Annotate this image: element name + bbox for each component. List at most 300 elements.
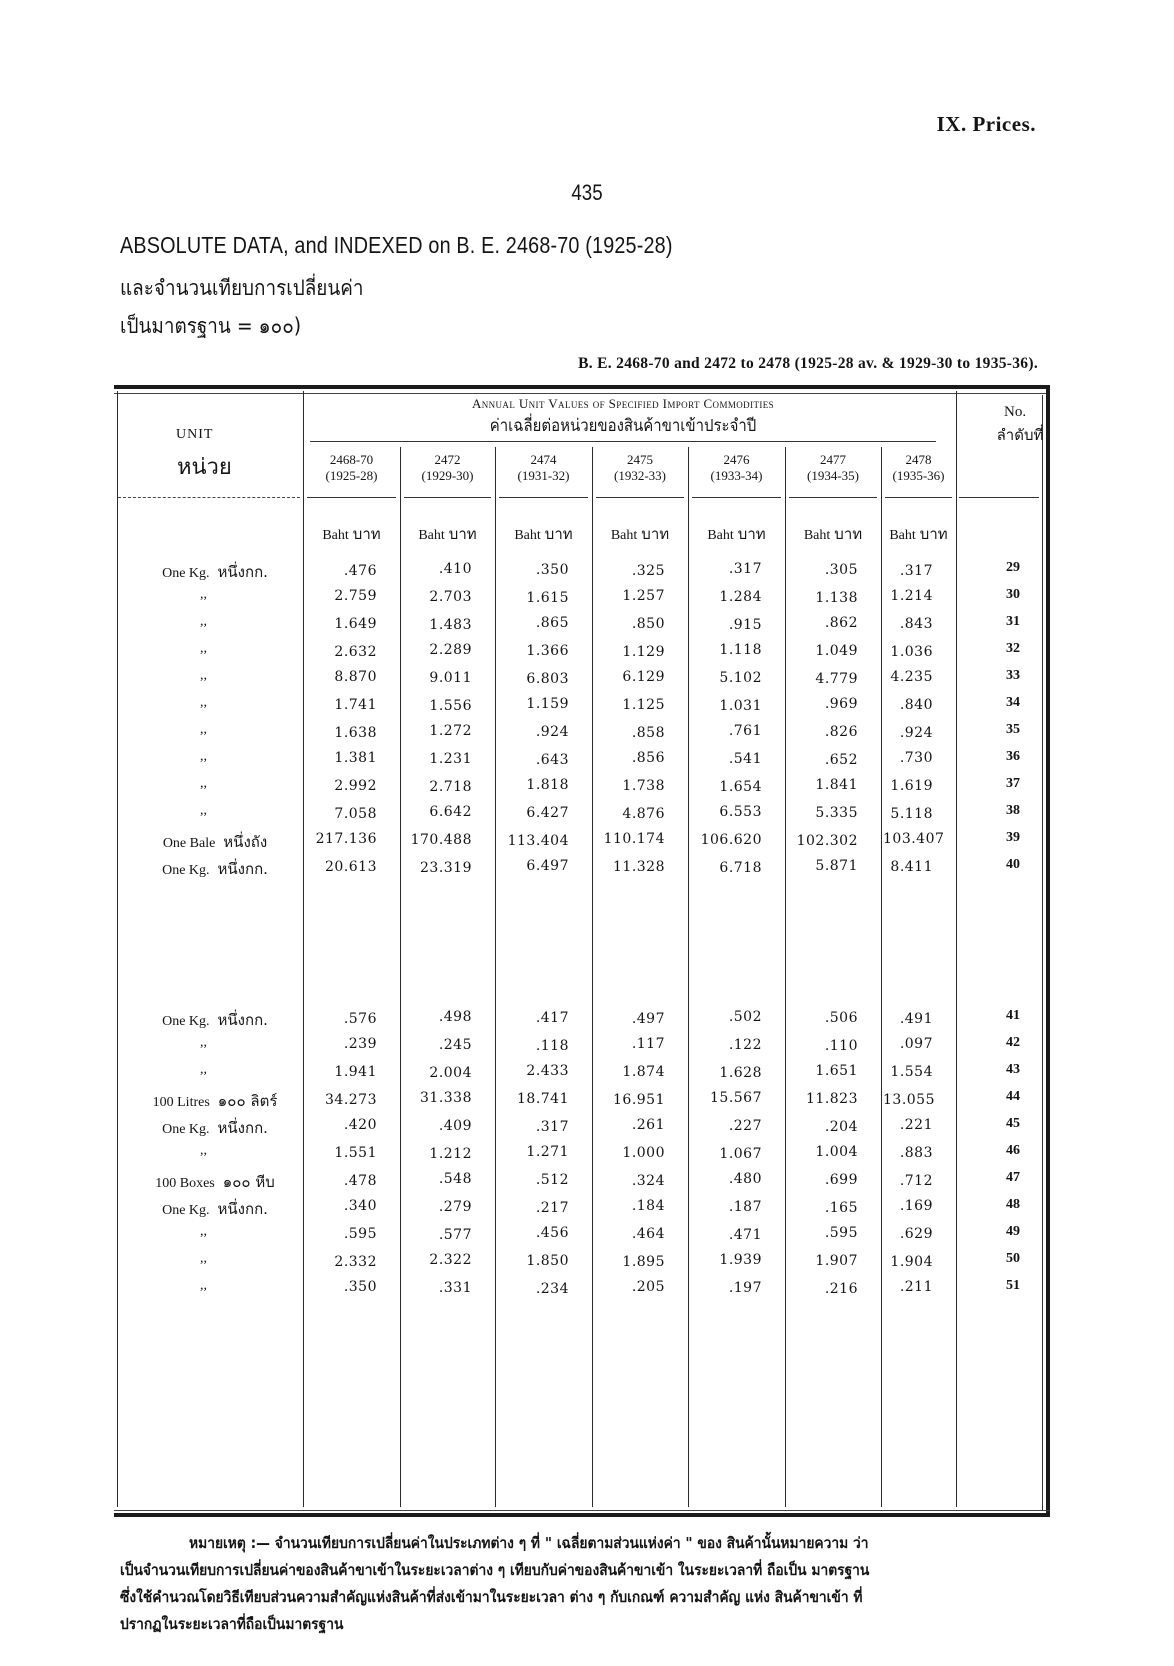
- table-row: [0, 803, 1174, 830]
- value-cell: .118: [535, 1038, 569, 1054]
- value-cell: .227: [728, 1118, 762, 1134]
- value-cell: .502: [728, 1009, 762, 1025]
- year-ad: (1929-30): [421, 468, 474, 483]
- value-cell: 5.335: [815, 805, 858, 821]
- year-column-header: [495, 452, 592, 484]
- value-cell: .204: [824, 1119, 858, 1135]
- page-title: ABSOLUTE DATA, and INDEXED on B. E. 2468-70 (1925-28): [120, 232, 673, 258]
- table-border-right: [1046, 389, 1050, 1517]
- value-cell: 1.939: [719, 1252, 762, 1268]
- currency-en: Baht: [803, 528, 831, 543]
- value-cell: .858: [631, 725, 665, 741]
- value-cell: 8.870: [334, 669, 377, 685]
- currency-label: [881, 522, 956, 546]
- year-ad: (1933-34): [710, 468, 763, 483]
- value-cell: 1.628: [719, 1065, 762, 1081]
- value-cell: 8.411: [890, 859, 933, 875]
- unit-en: 100 Boxes: [155, 1176, 215, 1191]
- value-cell: .184: [631, 1198, 665, 1214]
- value-cell: .595: [343, 1226, 377, 1242]
- value-cell: 1.212: [429, 1146, 472, 1162]
- row-number: 35: [1006, 722, 1020, 737]
- value-cell: 1.654: [719, 779, 762, 795]
- value-cell: 34.273: [325, 1092, 377, 1108]
- value-cell: 1.741: [334, 697, 377, 713]
- period-subtitle: B. E. 2468-70 and 2472 to 2478 (1925-28 av. & 1929-30 to 1935-36).: [578, 355, 1038, 372]
- row-number: 30: [1006, 587, 1020, 602]
- no-header-thai: ลำดับที่: [996, 426, 1044, 444]
- value-cell: 11.328: [613, 859, 665, 875]
- value-cell: .417: [535, 1010, 569, 1026]
- value-cell: 6.642: [429, 804, 472, 820]
- unit-en: One Kg.: [162, 566, 210, 581]
- currency-label: [495, 522, 592, 546]
- year-be: 2474: [530, 452, 557, 467]
- value-cell: 1.004: [815, 1144, 858, 1160]
- unit-th: หนึ่งกก.: [217, 1200, 268, 1218]
- currency-en: Baht: [707, 528, 734, 543]
- year-column-header: [592, 452, 688, 484]
- value-cell: 1.257: [622, 588, 665, 604]
- value-cell: 2.322: [429, 1252, 472, 1268]
- value-cell: 1.556: [429, 698, 472, 714]
- value-cell: 6.553: [719, 804, 762, 820]
- value-cell: 1.904: [890, 1254, 933, 1270]
- table-row: [0, 614, 1174, 641]
- value-cell: .410: [438, 561, 472, 577]
- value-cell: 16.951: [613, 1092, 665, 1108]
- table-row: [0, 560, 1174, 587]
- currency-en: Baht: [610, 528, 638, 543]
- value-cell: .506: [824, 1010, 858, 1026]
- row-number: 44: [1006, 1089, 1020, 1104]
- value-cell: 1.619: [890, 778, 933, 794]
- year-be: 2478: [905, 452, 932, 467]
- value-cell: 2.433: [526, 1063, 569, 1079]
- value-cell: .924: [535, 724, 569, 740]
- currency-th: บาท: [919, 525, 948, 543]
- ditto-mark: ,,: [200, 776, 207, 791]
- value-cell: .097: [899, 1036, 933, 1052]
- currency-label: [303, 522, 400, 546]
- currency-label: [400, 522, 495, 546]
- unit-cell: [130, 1170, 300, 1194]
- value-cell: .541: [728, 751, 762, 767]
- value-cell: 113.404: [507, 833, 569, 849]
- unit-cell: [130, 830, 300, 854]
- value-cell: .850: [631, 616, 665, 632]
- unit-en: One Bale: [162, 836, 216, 851]
- unit-cell: [130, 1089, 300, 1113]
- value-cell: .165: [824, 1200, 858, 1216]
- value-cell: .712: [899, 1173, 933, 1189]
- unit-th: ๑๐๐ ลิตร์: [217, 1092, 278, 1110]
- value-cell: 1.941: [334, 1064, 377, 1080]
- footnote: [120, 1530, 985, 1638]
- value-cell: 2.992: [334, 778, 377, 794]
- value-cell: .629: [899, 1226, 933, 1242]
- value-cell: 2.703: [429, 589, 472, 605]
- value-cell: 1.067: [719, 1146, 762, 1162]
- value-cell: 5.118: [890, 806, 933, 822]
- year-ad: (1925-28): [325, 468, 378, 483]
- year-column-header: [881, 452, 956, 484]
- value-cell: 4.235: [890, 669, 933, 685]
- unit-th: หนึ่งถัง: [223, 833, 268, 851]
- year-be: 2476: [723, 452, 750, 467]
- year-be: 2472: [434, 452, 461, 467]
- value-cell: .261: [631, 1117, 665, 1133]
- value-cell: 1.638: [334, 725, 377, 741]
- page-number: 435: [571, 180, 603, 205]
- currency-th: บาท: [352, 525, 381, 543]
- value-cell: .420: [343, 1117, 377, 1133]
- value-cell: .245: [438, 1037, 472, 1053]
- column-divider: [956, 391, 957, 1507]
- table-row: [0, 1224, 1174, 1251]
- value-cell: 1.818: [526, 777, 569, 793]
- row-number: 46: [1006, 1143, 1020, 1158]
- unit-header-thai: หน่วย: [177, 455, 232, 480]
- table-border-bottom: [114, 1513, 1050, 1517]
- table-frame: [114, 385, 1050, 1517]
- unit-th: ๑๐๐ หีบ: [222, 1173, 275, 1191]
- row-number: 40: [1006, 857, 1020, 872]
- row-number: 29: [1006, 560, 1020, 575]
- year-header-rule: [596, 497, 684, 498]
- value-cell: .169: [899, 1198, 933, 1214]
- year-be: 2477: [820, 452, 846, 467]
- ditto-mark: ,,: [200, 614, 207, 629]
- value-cell: 1.231: [429, 751, 472, 767]
- value-cell: .865: [535, 615, 569, 631]
- value-cell: .331: [438, 1280, 472, 1296]
- year-ad: (1932-33): [614, 468, 666, 483]
- row-number: 39: [1006, 830, 1020, 845]
- row-number: 38: [1006, 803, 1020, 818]
- value-cell: .456: [535, 1225, 569, 1241]
- value-cell: 20.613: [325, 859, 377, 875]
- row-number: 33: [1006, 668, 1020, 683]
- table-row: [0, 1089, 1174, 1116]
- value-cell: .197: [728, 1280, 762, 1296]
- footnote-line: เป็นจำนวนเทียบการเปลี่ยนค่าของสินค้าขาเข้าในระยะเวลาต่าง ๆ เทียบกับค่าของสินค้าขาเข้า ในระยะเวลาที่ ถือเป็น มาตรฐาน: [120, 1561, 870, 1579]
- ditto-mark: ,,: [200, 1143, 207, 1158]
- value-cell: .730: [899, 750, 933, 766]
- value-cell: .924: [899, 725, 933, 741]
- table-row: [0, 722, 1174, 749]
- value-cell: 23.319: [420, 860, 472, 876]
- value-cell: .234: [535, 1281, 569, 1297]
- table-row: [0, 1170, 1174, 1197]
- table-row: [0, 1197, 1174, 1224]
- value-cell: .350: [343, 1279, 377, 1295]
- year-ad: (1934-35): [807, 468, 859, 483]
- value-cell: 2.632: [334, 644, 377, 660]
- value-cell: 2.004: [429, 1065, 472, 1081]
- value-cell: 1.159: [526, 696, 569, 712]
- currency-en: Baht: [889, 528, 916, 543]
- value-cell: .305: [824, 562, 858, 578]
- value-cell: 13.055: [883, 1092, 935, 1108]
- column-divider: [303, 391, 304, 1507]
- footnote-line: ปรากฏในระยะเวลาที่ถือเป็นมาตรฐาน: [120, 1615, 344, 1633]
- currency-label: [785, 522, 881, 546]
- unit-cell: [130, 1008, 300, 1032]
- value-cell: 1.841: [815, 777, 858, 793]
- ditto-mark: ,,: [200, 1251, 207, 1266]
- year-column-header: [303, 452, 400, 484]
- value-cell: 1.000: [622, 1145, 665, 1161]
- row-number: 36: [1006, 749, 1020, 764]
- table-row: [0, 1008, 1174, 1035]
- table-row: [0, 857, 1174, 884]
- annual-values-header: Annual Unit Values of Specified Import Commodities: [471, 396, 775, 411]
- value-cell: .498: [438, 1009, 472, 1025]
- value-cell: 1.649: [334, 616, 377, 632]
- value-cell: .862: [824, 615, 858, 631]
- table-row: [0, 641, 1174, 668]
- value-cell: .239: [343, 1036, 377, 1052]
- value-cell: .826: [824, 724, 858, 740]
- unit-th: หนึ่งกก.: [217, 860, 268, 878]
- page-title-thai-line-1: และจำนวนเทียบการเปลี่ยนค่า: [120, 276, 364, 300]
- value-cell: .216: [824, 1281, 858, 1297]
- row-number: 31: [1006, 614, 1020, 629]
- value-cell: 106.620: [700, 832, 762, 848]
- table-row: [0, 668, 1174, 695]
- page-title-thai-line-2: เป็นมาตรฐาน = ๑๐๐): [120, 314, 302, 338]
- ditto-mark: ,,: [200, 749, 207, 764]
- value-cell: 5.102: [719, 670, 762, 686]
- unit-cell: [130, 560, 300, 584]
- unit-header-divider: [118, 497, 300, 498]
- value-cell: .221: [899, 1117, 933, 1133]
- value-cell: 1.366: [526, 643, 569, 659]
- unit-en: One Kg.: [162, 863, 210, 878]
- value-cell: .595: [824, 1225, 858, 1241]
- unit-header: UNIT: [176, 427, 214, 442]
- value-cell: 1.272: [429, 723, 472, 739]
- ditto-mark: ,,: [200, 668, 207, 683]
- value-cell: 1.031: [719, 698, 762, 714]
- value-cell: 1.554: [890, 1064, 933, 1080]
- value-cell: .217: [535, 1200, 569, 1216]
- value-cell: 1.284: [719, 589, 762, 605]
- value-cell: .350: [535, 562, 569, 578]
- value-cell: 1.125: [622, 697, 665, 713]
- table-row: [0, 587, 1174, 614]
- value-cell: 1.738: [622, 778, 665, 794]
- value-cell: 1.381: [334, 750, 377, 766]
- year-header-rule: [404, 497, 491, 498]
- value-cell: 9.011: [429, 670, 472, 686]
- currency-label: [592, 522, 688, 546]
- year-ad: (1935-36): [892, 468, 945, 483]
- year-header-rule: [885, 497, 952, 498]
- value-cell: 6.803: [526, 671, 569, 687]
- unit-th: หนึ่งกก.: [217, 1011, 268, 1029]
- footnote-line: ซึ่งใช้คำนวณโดยวิธีเทียบส่วนความสำคัญแห่งสินค้าที่ส่งเข้ามาในระยะเวลา ต่าง ๆ กับเกณฑ์ ความสำคัญ แห่ง สินค้าขาเข้า ที่: [120, 1588, 863, 1606]
- value-cell: .464: [631, 1226, 665, 1242]
- value-cell: .512: [535, 1172, 569, 1188]
- ditto-mark: ,,: [200, 1278, 207, 1293]
- value-cell: .883: [899, 1145, 933, 1161]
- value-cell: .279: [438, 1199, 472, 1215]
- currency-th: บาท: [544, 525, 573, 543]
- table-row: [0, 830, 1174, 857]
- value-cell: .548: [438, 1171, 472, 1187]
- year-column-header: [785, 452, 881, 484]
- value-cell: 170.488: [410, 832, 472, 848]
- ditto-mark: ,,: [200, 1224, 207, 1239]
- currency-en: Baht: [514, 528, 541, 543]
- value-cell: .643: [535, 752, 569, 768]
- year-be: 2468-70: [329, 452, 374, 467]
- currency-en: Baht: [418, 528, 445, 543]
- value-cell: .325: [631, 563, 665, 579]
- row-number: 47: [1006, 1170, 1020, 1185]
- unit-cell: [130, 857, 300, 881]
- value-cell: .324: [631, 1173, 665, 1189]
- row-number: 49: [1006, 1224, 1020, 1239]
- value-cell: .187: [728, 1199, 762, 1215]
- value-cell: 1.907: [815, 1253, 858, 1269]
- ditto-mark: ,,: [200, 641, 207, 656]
- unit-en: One Kg.: [162, 1203, 210, 1218]
- unit-cell: [130, 1116, 300, 1140]
- table-row: [0, 1143, 1174, 1170]
- value-cell: 6.497: [526, 858, 569, 874]
- value-cell: 1.214: [890, 588, 933, 604]
- value-cell: .969: [824, 696, 858, 712]
- row-number: 43: [1006, 1062, 1020, 1077]
- row-number: 41: [1006, 1008, 1020, 1023]
- table-border-bottom-inner: [114, 1510, 1050, 1511]
- value-cell: .856: [631, 750, 665, 766]
- value-cell: .205: [631, 1279, 665, 1295]
- value-cell: .840: [899, 697, 933, 713]
- value-cell: 6.427: [526, 805, 569, 821]
- table-row: [0, 1035, 1174, 1062]
- table-row: [0, 776, 1174, 803]
- value-cell: 103.407: [883, 831, 945, 847]
- row-number: 48: [1006, 1197, 1020, 1212]
- value-cell: 11.823: [806, 1091, 858, 1107]
- currency-th: บาท: [641, 525, 670, 543]
- value-cell: 2.718: [429, 779, 472, 795]
- value-cell: 1.129: [622, 644, 665, 660]
- value-cell: .761: [728, 723, 762, 739]
- value-cell: .491: [899, 1011, 933, 1027]
- footnote-line: หมายเหตุ :— จำนวนเทียบการเปลี่ยนค่าในประเภทต่าง ๆ ที่ " เฉลี่ยตามส่วนแห่งค่า " ของ สินค้านั้นหมายความ ว่า: [189, 1534, 869, 1552]
- row-number: 34: [1006, 695, 1020, 710]
- value-cell: 18.741: [517, 1091, 569, 1107]
- no-header-rule: [959, 497, 1039, 498]
- value-cell: 1.118: [719, 642, 762, 658]
- table-row: [0, 1278, 1174, 1305]
- unit-en: 100 Litres: [152, 1095, 210, 1110]
- value-cell: 15.567: [710, 1090, 762, 1106]
- value-cell: 1.271: [526, 1144, 569, 1160]
- ditto-mark: ,,: [200, 1062, 207, 1077]
- ditto-mark: ,,: [200, 587, 207, 602]
- value-cell: 4.779: [815, 671, 858, 687]
- year-column-header: [688, 452, 785, 484]
- table-row: [0, 749, 1174, 776]
- value-cell: .497: [631, 1011, 665, 1027]
- value-cell: .317: [899, 563, 933, 579]
- currency-label: [688, 522, 785, 546]
- value-cell: .577: [438, 1227, 472, 1243]
- value-cell: 6.129: [622, 669, 665, 685]
- value-cell: .476: [343, 563, 377, 579]
- row-number: 37: [1006, 776, 1020, 791]
- value-cell: .478: [343, 1173, 377, 1189]
- row-number: 45: [1006, 1116, 1020, 1131]
- value-cell: .699: [824, 1172, 858, 1188]
- value-cell: .340: [343, 1198, 377, 1214]
- value-cell: 5.871: [815, 858, 858, 874]
- year-ad: (1931-32): [517, 468, 570, 483]
- value-cell: 1.036: [890, 644, 933, 660]
- value-cell: 1.850: [526, 1253, 569, 1269]
- value-cell: 2.289: [429, 642, 472, 658]
- value-cell: 217.136: [315, 831, 377, 847]
- year-header-rule: [789, 497, 877, 498]
- value-cell: .409: [438, 1118, 472, 1134]
- value-cell: 7.058: [334, 806, 377, 822]
- unit-th: หนึ่งกก.: [217, 563, 268, 581]
- ditto-mark: ,,: [200, 722, 207, 737]
- year-header-rule: [499, 497, 588, 498]
- header-divider: [310, 441, 936, 442]
- value-cell: .652: [824, 752, 858, 768]
- ditto-mark: ,,: [200, 803, 207, 818]
- table-row: [0, 1251, 1174, 1278]
- value-cell: 1.483: [429, 617, 472, 633]
- value-cell: .117: [631, 1036, 665, 1052]
- row-number: 32: [1006, 641, 1020, 656]
- value-cell: 1.895: [622, 1254, 665, 1270]
- currency-en: Baht: [322, 528, 349, 543]
- table-row: [0, 1116, 1174, 1143]
- section-label: IX. Prices.: [936, 112, 1036, 136]
- value-cell: 1.615: [526, 590, 569, 606]
- value-cell: .317: [535, 1119, 569, 1135]
- value-cell: 2.332: [334, 1254, 377, 1270]
- year-be: 2475: [627, 452, 653, 467]
- value-cell: .576: [343, 1011, 377, 1027]
- currency-th: บาท: [448, 525, 477, 543]
- unit-en: One Kg.: [162, 1122, 210, 1137]
- annual-values-header-thai: ค่าเฉลี่ยต่อหน่วยของสินค้าขาเข้าประจำปี: [489, 416, 757, 436]
- value-cell: 31.338: [420, 1090, 472, 1106]
- value-cell: .471: [728, 1227, 762, 1243]
- value-cell: .480: [728, 1171, 762, 1187]
- value-cell: 110.174: [603, 831, 665, 847]
- value-cell: .211: [899, 1279, 933, 1295]
- value-cell: 1.049: [815, 643, 858, 659]
- value-cell: 1.138: [815, 590, 858, 606]
- table-row: [0, 695, 1174, 722]
- unit-th: หนึ่งกก.: [217, 1119, 268, 1137]
- table-row: [0, 1062, 1174, 1089]
- currency-th: บาท: [737, 525, 766, 543]
- year-column-header: [400, 452, 495, 484]
- unit-cell: [130, 1197, 300, 1221]
- value-cell: 1.874: [622, 1064, 665, 1080]
